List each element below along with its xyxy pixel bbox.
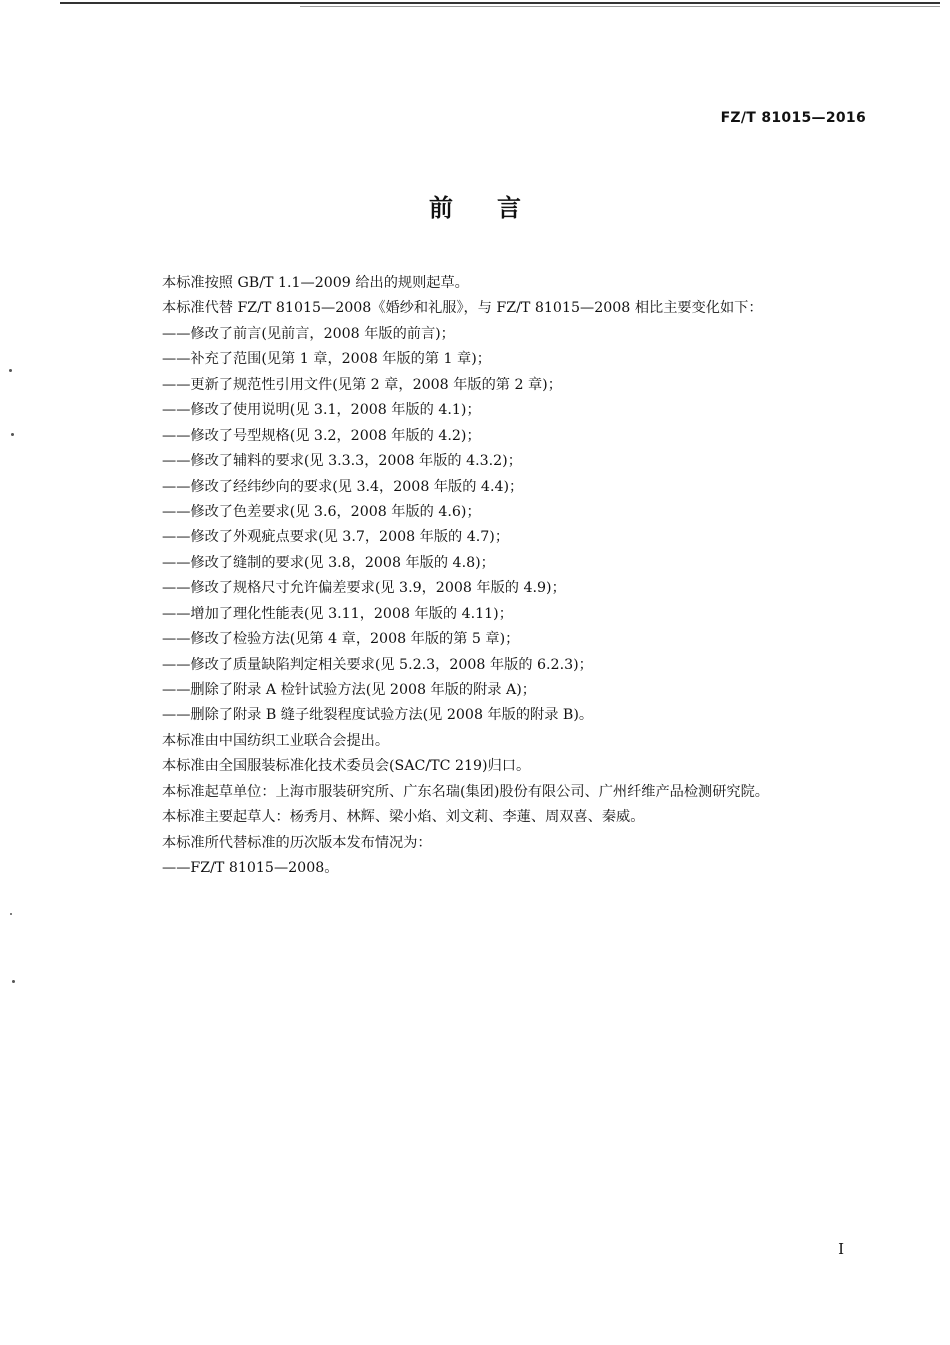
body-line: 本标准由全国服装标准化技术委员会(SAC/TC 219)归口。 [162,758,531,775]
scan-speck [10,913,12,915]
change-item: ——删除了附录 A 检针试验方法(见 2008 年版的附录 A)； [162,682,536,698]
change-item: ——修改了使用说明(见 3.1，2008 年版的 4.1)； [162,402,481,419]
page-title: 前言 [429,194,565,222]
change-item: ——修改了规格尺寸允许偏差要求(见 3.9，2008 年版的 4.9)； [162,580,566,597]
body-line: 本标准由中国纺织工业联合会提出。 [162,732,390,749]
change-item: ——修改了色差要求(见 3.6，2008 年版的 4.6)； [162,503,481,520]
change-item: ——增加了理化性能表(见 3.11，2008 年版的 4.11)； [162,605,513,622]
top-border-rule-secondary [300,6,940,7]
change-item: ——修改了质量缺陷判定相关要求(见 5.2.3，2008 年版的 6.2.3)； [162,656,593,673]
standard-code: FZ/T 81015—2016 [720,110,866,126]
preface-body [162,271,882,882]
scan-speck [9,369,12,372]
page-number: I [838,1240,844,1258]
body-line: 本标准所代替标准的历次版本发布情况为： [162,834,432,851]
scan-speck [11,433,14,436]
change-item: ——补充了范围(见第 1 章，2008 年版的第 1 章)； [162,351,491,368]
history-item: ——FZ/T 81015—2008。 [162,860,339,877]
change-item: ——修改了号型规格(见 3.2，2008 年版的 4.2)； [162,427,481,444]
change-item: ——修改了检验方法(见第 4 章，2008 年版的第 5 章)； [162,631,520,648]
change-item: ——修改了前言(见前言，2008 年版的前言)； [162,325,455,342]
scan-speck [12,980,15,983]
change-item: ——删除了附录 B 缝子纰裂程度试验方法(见 2008 年版的附录 B)。 [162,707,594,724]
change-item: ——修改了辅料的要求(见 3.3.3，2008 年版的 4.3.2)； [162,453,522,470]
change-item: ——修改了缝制的要求(见 3.8，2008 年版的 4.8)； [162,554,495,571]
body-line: 本标准按照 GB/T 1.1—2009 给出的规则起草。 [162,275,469,291]
body-line: 本标准起草单位：上海市服装研究所、广东名瑞(集团)股份有限公司、广州纤维产品检测研究院。 [162,783,769,800]
change-item: ——更新了规范性引用文件(见第 2 章，2008 年版的第 2 章)； [162,376,562,393]
body-line: 本标准代替 FZ/T 81015—2008《婚纱和礼服》，与 FZ/T 81015—2008 相比主要变化如下： [162,300,763,317]
change-item: ——修改了经纬纱向的要求(见 3.4，2008 年版的 4.4)； [162,478,524,495]
change-item: ——修改了外观疵点要求(见 3.7，2008 年版的 4.7)； [162,529,510,546]
top-border-rule [60,2,940,4]
body-line: 本标准主要起草人：杨秀月、林辉、梁小焰、刘文莉、李蓮、周双喜、秦威。 [162,809,645,826]
